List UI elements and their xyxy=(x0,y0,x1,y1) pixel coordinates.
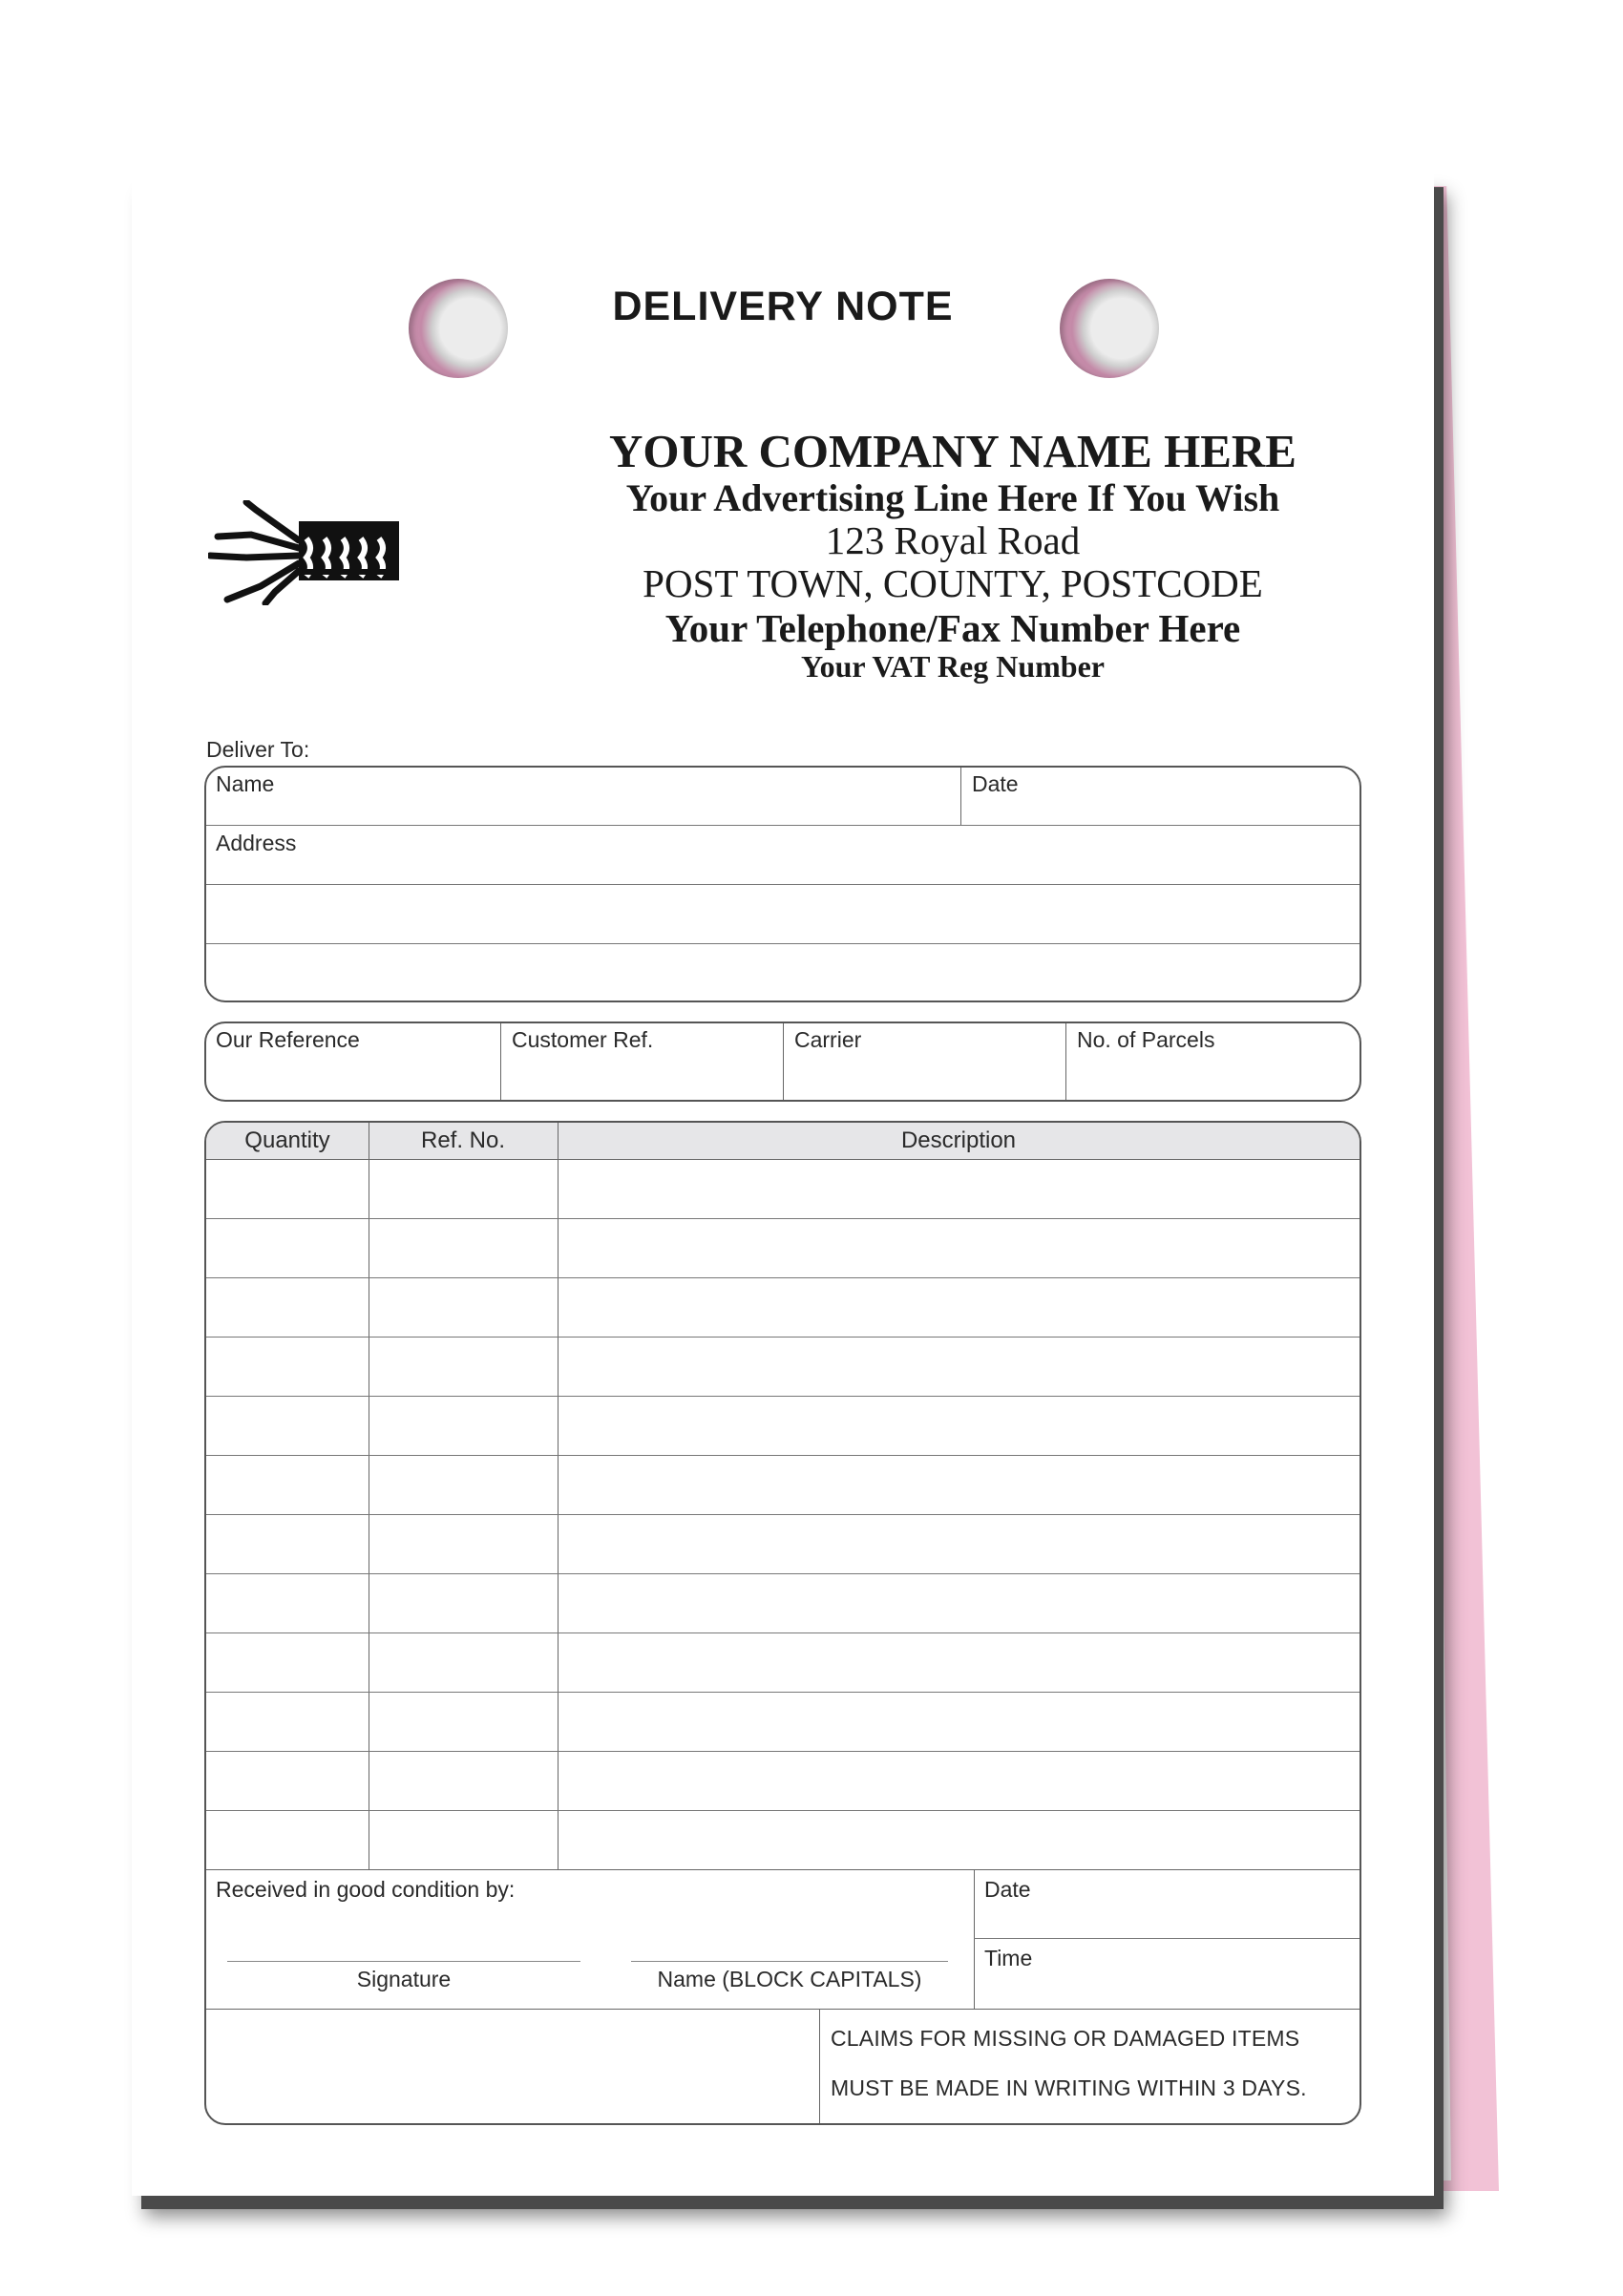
claims-notice-line-2: MUST BE MADE IN WRITING WITHIN 3 DAYS. xyxy=(831,2075,1307,2100)
table-row[interactable] xyxy=(206,1751,1360,1752)
table-row[interactable] xyxy=(206,1396,1360,1397)
table-row[interactable] xyxy=(206,1514,1360,1515)
telephone-line: Your Telephone/Fax Number Here xyxy=(664,606,1241,650)
signature-line[interactable] xyxy=(227,1961,580,1962)
block-name-label: Name (BLOCK CAPITALS) xyxy=(657,1967,922,1991)
advertising-line: Your Advertising Line Here If You Wish xyxy=(625,476,1280,519)
address-line-1: 123 Royal Road xyxy=(825,518,1081,562)
table-row[interactable] xyxy=(206,1218,1360,1219)
signature-label: Signature xyxy=(356,1967,452,1991)
table-row[interactable] xyxy=(206,1692,1360,1693)
carrier-field[interactable]: Carrier xyxy=(794,1027,862,1052)
table-row[interactable] xyxy=(206,1337,1360,1338)
our-reference-field[interactable]: Our Reference xyxy=(216,1027,360,1052)
address-field[interactable]: Address xyxy=(216,831,297,855)
date-field[interactable]: Date xyxy=(972,771,1019,796)
column-description: Description xyxy=(900,1127,1017,1153)
claims-notice-line-1: CLAIMS FOR MISSING OR DAMAGED ITEMS xyxy=(831,2026,1300,2051)
receipt-date-field[interactable]: Date xyxy=(984,1877,1031,1902)
references-box xyxy=(204,1022,1361,1102)
block-name-line[interactable] xyxy=(631,1961,948,1962)
customer-ref-field[interactable]: Customer Ref. xyxy=(512,1027,654,1052)
table-row[interactable] xyxy=(206,1573,1360,1574)
company-name: YOUR COMPANY NAME HERE xyxy=(609,425,1296,477)
items-table xyxy=(204,1121,1361,2125)
vat-line: Your VAT Reg Number xyxy=(801,649,1105,684)
form-title: DELIVERY NOTE xyxy=(612,284,954,329)
address-line-2: POST TOWN, COUNTY, POSTCODE xyxy=(643,561,1263,605)
delivery-note-sheet xyxy=(132,174,1434,2196)
cable-icon xyxy=(208,500,399,605)
received-label: Received in good condition by: xyxy=(216,1877,516,1902)
parcels-field[interactable]: No. of Parcels xyxy=(1077,1027,1215,1052)
name-field[interactable]: Name xyxy=(216,771,275,796)
column-ref-no: Ref. No. xyxy=(420,1127,506,1153)
table-row[interactable] xyxy=(206,1455,1360,1456)
table-row[interactable] xyxy=(206,1277,1360,1278)
table-row[interactable] xyxy=(206,1632,1360,1633)
receipt-time-field[interactable]: Time xyxy=(984,1946,1033,1970)
deliver-to-heading: Deliver To: xyxy=(206,737,310,762)
deliver-to-box xyxy=(204,766,1361,1002)
column-quantity: Quantity xyxy=(244,1127,330,1153)
table-row[interactable] xyxy=(206,1810,1360,1811)
